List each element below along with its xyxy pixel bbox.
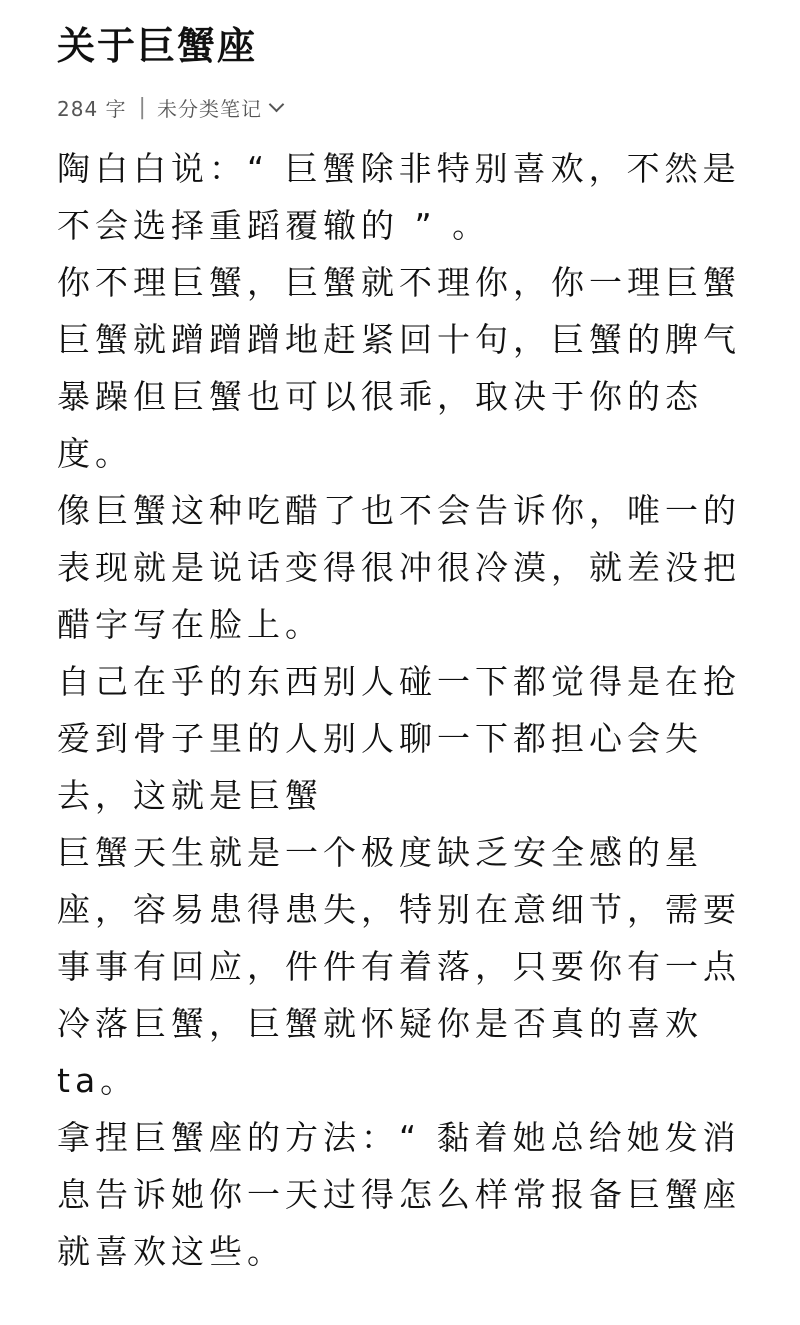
body-line: 陶白白说：“ 巨蟹除非特别喜欢，不然是 xyxy=(57,149,741,188)
body-line: 就喜欢这些。 xyxy=(57,1232,285,1271)
body-line: 度。 xyxy=(57,434,133,473)
body-line: 你不理巨蟹，巨蟹就不理你，你一理巨蟹 xyxy=(57,263,741,302)
body-line: 座，容易患得患失，特别在意细节，需要 xyxy=(57,890,741,929)
body-line: 巨蟹就蹭蹭蹭地赶紧回十句，巨蟹的脾气 xyxy=(57,320,741,359)
word-count: 284 字 xyxy=(57,96,127,121)
body-line: 息告诉她你一天过得怎么样常报备巨蟹座 xyxy=(57,1175,741,1214)
meta-separator: | xyxy=(138,94,147,120)
note-title[interactable]: 关于巨蟹座 xyxy=(57,24,258,68)
body-line: 暴躁但巨蟹也可以很乖，取决于你的态 xyxy=(57,377,703,416)
body-line: 冷落巨蟹，巨蟹就怀疑你是否真的喜欢 xyxy=(57,1004,703,1043)
body-line: 拿捏巨蟹座的方法：“ 黏着她总给她发消 xyxy=(57,1118,741,1157)
body-line: 醋字写在脸上。 xyxy=(57,605,323,644)
body-line: 去，这就是巨蟹 xyxy=(57,776,323,815)
body-line: 表现就是说话变得很冲很冷漠，就差没把 xyxy=(57,548,741,587)
body-line: 巨蟹天生就是一个极度缺乏安全感的星 xyxy=(57,833,703,872)
body-line: 事事有回应，件件有着落，只要你有一点 xyxy=(57,947,741,986)
note-body[interactable] xyxy=(57,140,747,1280)
chevron-down-icon xyxy=(269,96,285,112)
folder-name: 未分类笔记 xyxy=(156,96,262,121)
body-line: 像巨蟹这种吃醋了也不会告诉你，唯一的 xyxy=(57,491,741,530)
body-line: 爱到骨子里的人别人聊一下都担心会失 xyxy=(57,719,703,758)
body-line: 不会选择重蹈覆辙的 ” 。 xyxy=(57,206,491,245)
body-line: ta。 xyxy=(57,1061,139,1100)
note-meta xyxy=(57,90,282,124)
folder-selector[interactable] xyxy=(157,93,282,122)
body-line: 自己在乎的东西别人碰一下都觉得是在抢 xyxy=(57,662,741,701)
